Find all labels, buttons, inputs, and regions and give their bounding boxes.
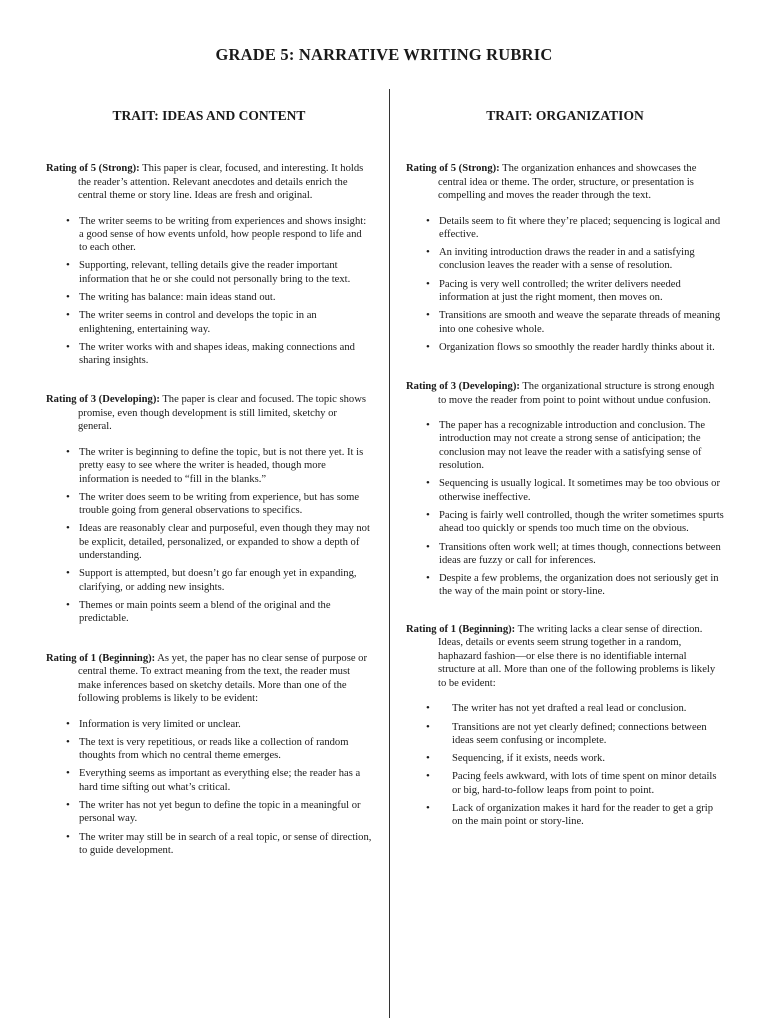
criteria-list xyxy=(46,446,372,626)
criteria-item: • Sequencing, if it exists, needs work. xyxy=(406,752,724,765)
criteria-item: • Information is very limited or unclear. xyxy=(46,718,372,731)
column-organization xyxy=(406,108,724,853)
rating-description xyxy=(406,162,724,203)
rating-description xyxy=(46,393,372,434)
criteria-item: • The writer seems to be writing from experiences and shows insight: a good sense of how events unfold, how people respond to life and to each other. xyxy=(46,215,372,255)
criteria-list xyxy=(406,215,724,355)
criteria-item: • Support is attempted, but doesn’t go far enough yet in expanding, clarifying, or adding new insights. xyxy=(46,567,372,594)
rating-section-1 xyxy=(406,623,724,829)
criteria-list xyxy=(406,419,724,599)
trait-heading-ideas: TRAIT: IDEAS AND CONTENT xyxy=(112,108,306,123)
criteria-item: • An inviting introduction draws the reader in and a satisfying conclusion leaves the reader with a sense of resolution. xyxy=(406,246,724,273)
criteria-item: • Despite a few problems, the organization does not seriously get in the way of the main point or story-line. xyxy=(406,572,724,599)
rating-text: The organization enhances and showcases the central idea or theme. The order, structure, or presentation is compelling and moves the reader through the text. xyxy=(438,163,697,201)
rating-text: The organizational structure is strong enough to move the reader from point to point without undue confusion. xyxy=(438,381,715,406)
criteria-item: • The writing has balance: main ideas stand out. xyxy=(46,291,372,304)
column-divider xyxy=(389,89,390,1018)
criteria-item: • Pacing is fairly well controlled, though the writer sometimes spurts ahead too quickly or spends too much time on the obvious. xyxy=(406,509,724,536)
criteria-item: • Pacing is very well controlled; the writer delivers needed information at just the right moment, then moves on. xyxy=(406,278,724,305)
page-title: GRADE 5: NARRATIVE WRITING RUBRIC xyxy=(215,45,553,64)
criteria-item: • The writer seems in control and develops the topic in an enlightening, entertaining way. xyxy=(46,309,372,336)
criteria-item: • Organization flows so smoothly the reader hardly thinks about it. xyxy=(406,341,724,354)
rating-label: Rating of 3 (Developing): xyxy=(46,394,160,406)
criteria-item: • The writer has not yet drafted a real lead or conclusion. xyxy=(406,702,724,715)
rating-section-5 xyxy=(46,162,372,367)
criteria-item: • Supporting, relevant, telling details give the reader important information that he or she could not personally bring to the text. xyxy=(46,259,372,286)
criteria-item: • The text is very repetitious, or reads like a collection of random thoughts from which no central theme emerges. xyxy=(46,736,372,763)
criteria-list xyxy=(406,702,724,828)
criteria-item: • The paper has a recognizable introduction and conclusion. The introduction may not create a strong sense of anticipation; the conclusion may not leave the reader with a satisfying sense of resolution. xyxy=(406,419,724,472)
criteria-item: • Transitions are not yet clearly defined; connections between ideas seem confusing or incomplete. xyxy=(406,721,724,748)
rating-label: Rating of 1 (Beginning): xyxy=(406,623,516,635)
criteria-item: • Ideas are reasonably clear and purposeful, even though they may not be explicit, detailed, personalized, or expanded to show a depth of understanding. xyxy=(46,522,372,562)
criteria-item: • Pacing feels awkward, with lots of time spent on minor details or big, hard-to-follow leaps from point to point. xyxy=(406,770,724,797)
rating-text: The paper is clear and focused. The topic shows promise, even though development is still limited, sketchy or general. xyxy=(78,394,366,433)
criteria-item: • The writer is beginning to define the topic, but is not there yet. It is pretty easy to see where the writer is headed, though more information is needed to “fill in the blanks.” xyxy=(46,446,372,486)
rating-description xyxy=(406,623,724,691)
criteria-item: • Sequencing is usually logical. It sometimes may be too obvious or otherwise ineffective. xyxy=(406,477,724,504)
rating-section-3 xyxy=(406,380,724,599)
rating-description xyxy=(406,380,724,407)
column-ideas-content xyxy=(46,108,372,881)
rating-section-5 xyxy=(406,162,724,354)
rating-label: Rating of 1 (Beginning): xyxy=(46,652,156,664)
criteria-item: • Everything seems as important as everything else; the reader has a hard time sifting out what’s critical. xyxy=(46,767,372,794)
criteria-item: • The writer may still be in search of a real topic, or sense of direction, to guide development. xyxy=(46,831,372,858)
criteria-item: • Lack of organization makes it hard for the reader to get a grip on the main point or story-line. xyxy=(406,802,724,829)
rating-description xyxy=(46,162,372,203)
rating-section-3 xyxy=(46,393,372,625)
criteria-item: • The writer has not yet begun to define the topic in a meaningful or personal way. xyxy=(46,799,372,826)
rating-label: Rating of 3 (Developing): xyxy=(406,381,520,393)
criteria-list xyxy=(46,215,372,368)
rating-section-1 xyxy=(46,652,372,858)
criteria-item: • The writer works with and shapes ideas, making connections and sharing insights. xyxy=(46,341,372,368)
criteria-item: • The writer does seem to be writing from experience, but has some trouble going from general observations to specifics. xyxy=(46,491,372,518)
criteria-item: • Details seem to fit where they’re placed; sequencing is logical and effective. xyxy=(406,215,724,242)
criteria-list xyxy=(46,718,372,858)
rating-text: The writing lacks a clear sense of direction. Ideas, details or events seem strung together in a random, haphazard fashion—or else there is no identifiable internal structure at all. More than one of the following problems is likely to be evident: xyxy=(438,623,716,689)
criteria-item: • Transitions often work well; at times though, connections between ideas are fuzzy or call for inferences. xyxy=(406,541,724,568)
rating-text: This paper is clear, focused, and interesting. It holds the reader’s attention. Relevant anecdotes and details enrich the central theme or story line. Ideas are fresh and original. xyxy=(78,163,364,201)
rating-text: As yet, the paper has no clear sense of purpose or central theme. To extract meaning from the text, the reader must make inferences based on sketchy details. More than one of the following problems is likely to be evident: xyxy=(78,652,367,705)
criteria-item: • Transitions are smooth and weave the separate threads of meaning into one cohesive whole. xyxy=(406,309,724,336)
rating-label: Rating of 5 (Strong): xyxy=(406,163,500,174)
rating-description xyxy=(46,652,372,706)
trait-heading-organization: TRAIT: ORGANIZATION xyxy=(486,108,644,123)
criteria-item: • Themes or main points seem a blend of the original and the predictable. xyxy=(46,599,372,626)
rating-label: Rating of 5 (Strong): xyxy=(46,163,140,174)
